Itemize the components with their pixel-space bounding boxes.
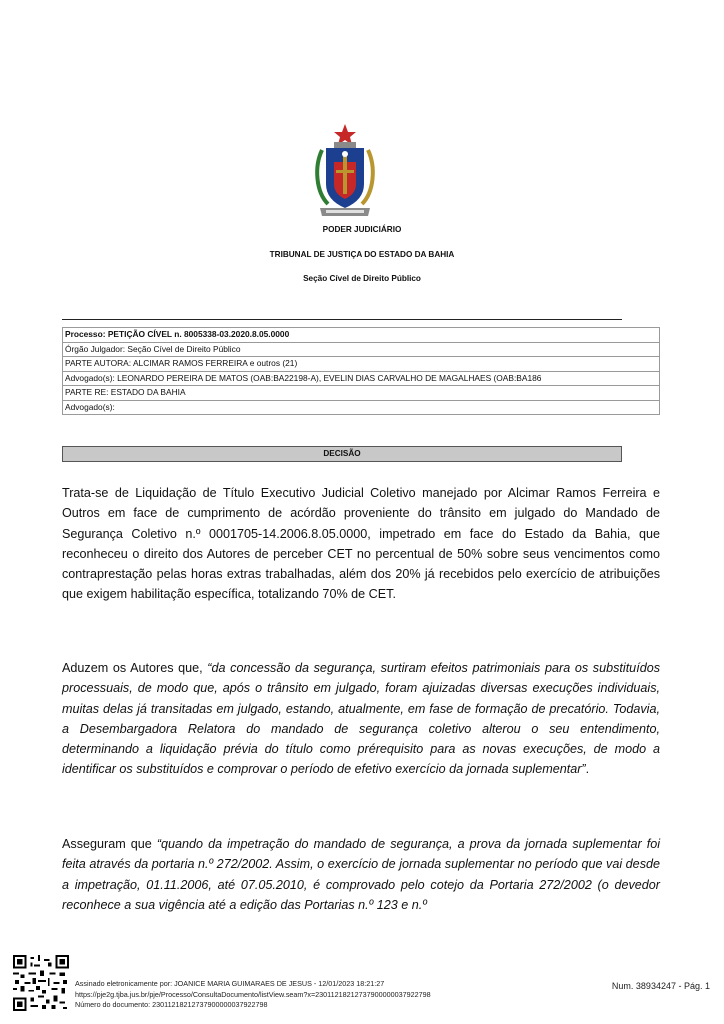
paragraph-2-quote: “da concessão da segurança, surtiram efeitos patrimoniais para os substituídos processuais, de modo que, após o trânsito em julgado, foram ajuizadas diversas execuções individuais, muitas delas já transitadas em julgado, estando, atualmente, em fase de formação de precatório. Todavia, a Desembargadora Relatora do mandado de segurança coletivo alterou o seu entendimento, determinando a liquidação prévia do título como prérequisito para as novas execuções, de modo a identificar os substituídos e comprovar o período de efetivo exercício da jornada suplementar” (62, 661, 660, 777)
plaintiff: PARTE AUTORA: ALCIMAR RAMOS FERREIRA e outros (21) (63, 357, 660, 372)
section-title: DECISÃO (62, 446, 622, 462)
paragraph-3: Asseguram que “quando da impetração do mandado de segurança, a prova da jornada suplementar foi feita através da portaria n.º 272/2002. Assim, o exercício de jornada suplementar no período que vai desde a impetração, 01.11.2006, até 07.05.2010, é comprovado pelo cotejo da Portaria 272/2002 (o devedor reconhece a sua vigência até a edição das Portarias n.º 123 e n.º (62, 837, 660, 912)
signed-by: Assinado eletronicamente por: JOANICE MARIA GUIMARAES DE JESUS - 12/01/2023 18:21:27 (75, 979, 385, 988)
paragraph-3-quote: “quando da impetração do mandado de segurança, a prova da jornada suplementar foi feita através da portaria n.º 272/2002. Assim, o exercício de jornada suplementar no período que vai desde a impetração, 01.11.2006, até 07.05.2010, é comprovado pelo cotejo da Portaria 272/2002 (o devedor reconhece a sua vigência até a edição das Portarias n.º 123 e n.º (62, 837, 660, 912)
header-section: Seção Cível de Direito Público (303, 274, 421, 283)
paragraph-1: Trata-se de Liquidação de Título Executivo Judicial Coletivo manejado por Alcimar Ramos Ferreira e Outros em face de cumprimento de acórdão proveniente do trânsito em julgado do Mandado de Segurança Coletivo n.º 0001705-14.2006.8.05.0000, impetrado em face do Estado da Bahia, que reconheceu o direito dos Autores de perceber CET no percentual de 50% sobre seus vencimentos como contraprestação pelas horas extras trabalhadas, além dos 20% já recebidos pelo exercício de atribuições que exigem habilitação específica, totalizando 70% de CET. (62, 486, 660, 602)
coat-of-arms-icon (312, 122, 378, 220)
process-number: Processo: PETIÇÃO CÍVEL n. 8005338-03.2020.8.05.0000 (63, 328, 660, 343)
signature-block (75, 979, 431, 1011)
defendant-lawyers: Advogado(s): (63, 400, 660, 415)
plaintiff-lawyers: Advogado(s): LEONARDO PEREIRA DE MATOS (OAB:BA22198-A), EVELIN DIAS CARVALHO DE MAGALHAES (OAB:BA186 (63, 371, 660, 386)
page-reference: Num. 38934247 - Pág. 1 (611, 981, 710, 991)
defendant: PARTE RE: ESTADO DA BAHIA (63, 386, 660, 401)
header-divider (62, 319, 622, 320)
qr-code-icon (13, 955, 69, 1011)
header-court: TRIBUNAL DE JUSTIÇA DO ESTADO DA BAHIA (269, 250, 455, 259)
paragraph-2: Aduzem os Autores que, “da concessão da segurança, surtiram efeitos patrimoniais para os substituídos processuais, de modo que, após o trânsito em julgado, foram ajuizadas diversas execuções individuais, muitas delas já transitadas em julgado, estando, atualmente, em fase de formação de precatório. Todavia, a Desembargadora Relatora do mandado de segurança coletivo alterou o seu entendimento, determinando a liquidação prévia do título como prérequisito para as novas execuções, de modo a identificar os substituídos e comprovar o período de efetivo exercício da jornada suplementar”. (62, 661, 660, 777)
process-metadata-table (62, 327, 660, 415)
header-judiciary: PODER JUDICIÁRIO (322, 225, 402, 234)
document-url[interactable]: https://pje2g.tjba.jus.br/pje/Processo/ConsultaDocumento/listView.seam?x=23011218212737900000037922798 (75, 989, 431, 999)
judging-body: Órgão Julgador: Seção Cível de Direito Público (63, 342, 660, 357)
document-number: Número do documento: 23011218212737900000037922798 (75, 1000, 268, 1010)
